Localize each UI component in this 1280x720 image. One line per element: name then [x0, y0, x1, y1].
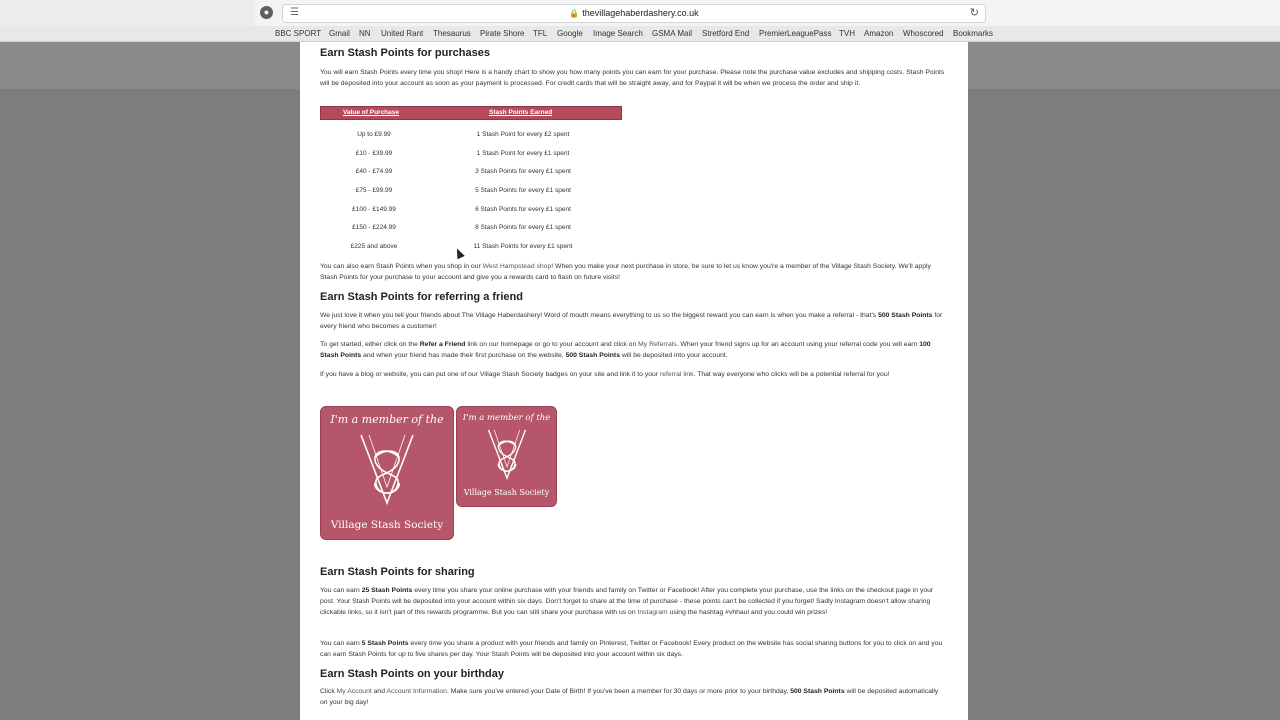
text: To get started, either click on the [320, 341, 420, 348]
bold-points: 500 Stash Points [565, 352, 620, 360]
cell-value: £225 and above [350, 243, 398, 250]
cell-value: £100 - £149.99 [352, 206, 396, 213]
cell-value: £10 - £39.99 [355, 150, 393, 157]
bold-points: 25 Stash Points [361, 587, 413, 594]
bold-points: 5 Stash Points [361, 640, 409, 647]
table-row [320, 222, 620, 234]
cell-value: Up to £9.99 [357, 131, 391, 138]
text: You can earn [320, 587, 362, 594]
text: link on our homepage or go to your account and click on [465, 341, 639, 348]
cell-points: 6 Stash Points for every £1 spent [475, 206, 571, 213]
sharing-heading: Earn Stash Points for sharing [320, 566, 475, 578]
birthday-paragraph [320, 686, 946, 708]
bookmark-stretford-end[interactable]: Stretford End [702, 29, 750, 38]
table-row [320, 204, 620, 216]
cell-points: 5 Stash Points for every £1 spent [475, 187, 571, 194]
cell-points: 8 Stash Points for every £1 spent [475, 224, 571, 231]
table-row [320, 185, 620, 197]
vss-monogram-icon [355, 431, 419, 507]
cell-points: 3 Stash Points for every £1 spent [475, 168, 571, 175]
vss-monogram-icon [484, 427, 530, 481]
table-row [320, 148, 620, 160]
purchases-heading: Earn Stash Points for purchases [320, 47, 490, 59]
badge-top-text: I'm a member of the [462, 413, 551, 423]
bold-points: 100 Stash Points [320, 341, 931, 360]
web-page[interactable] [300, 42, 968, 720]
text: every time you share your online purchase with your friends and family on Twitter or Facebook! After you complete your purchase, use the links on the checkout page in your post. Your Stash Points will be deposited into your account within six days. Don't forget to share at the time of purchase - these points can't be collected if you forget! Sadly Instagram doesn't allow sharing clickable links, so it isn't part of this rewards programme. But you can still share your purchase with us on [320, 587, 934, 617]
text: If you have a blog or website, you can put one of our Village Stash Society badges on your site and link it to your [320, 371, 660, 378]
west-hampstead-link[interactable]: West Hampstead shop [482, 263, 552, 270]
header-stash-points-earned: Stash Points Earned [489, 109, 553, 116]
refer-a-friend-text: Refer a Friend [419, 341, 466, 348]
text: . Make sure you've entered your Date of Birth! If you've been a member for 30 days or more prior to your birthday, [446, 688, 791, 695]
account-information-link[interactable]: Account Information [386, 688, 447, 695]
text: . That way everyone who clicks will be a potential referral for you! [693, 371, 890, 378]
badge-bottom-text: Village Stash Society [330, 519, 444, 531]
text: and [371, 688, 387, 695]
cell-value: £75 - £99.99 [355, 187, 393, 194]
privacy-icon[interactable]: ● [260, 6, 273, 19]
header-value-of-purchase: Value of Purchase [343, 109, 399, 116]
text: You can earn [320, 640, 362, 647]
cell-points: 1 Stash Point for every £1 spent [476, 150, 570, 157]
text: using the hashtag #vhhaul and you could win prizes! [667, 609, 828, 617]
reload-icon[interactable]: ↻ [969, 7, 979, 19]
badge-bottom-text: Village Stash Society [463, 488, 550, 497]
bookmark-gmail[interactable]: Gmail [329, 29, 350, 38]
bookmark-pirate-shore[interactable]: Pirate Shore [480, 29, 525, 38]
text: Click [320, 688, 337, 695]
bold-points: 500 Stash Points [790, 688, 845, 695]
my-account-link[interactable]: My Account [336, 688, 372, 695]
birthday-heading: Earn Stash Points on your birthday [320, 668, 504, 680]
instore-text: You can also earn Stash Points when you shop in our [320, 263, 483, 270]
bookmark-amazon[interactable]: Amazon [864, 29, 894, 38]
instore-text-2: ! When you make your next purchase in store, be sure to let us know you're a member of the Village Stash Society. We'll apply Stash Points for your purchase to your account and give you a rewards card to flash on future visits! [320, 263, 931, 282]
badge-small[interactable] [456, 406, 557, 507]
cell-value: £40 - £74.99 [355, 168, 393, 175]
sharing-paragraph-2 [320, 638, 946, 660]
instagram-link[interactable]: Instagram [637, 609, 668, 617]
text: will be deposited into your account. [619, 352, 728, 360]
bold-points: 500 Stash Points [878, 312, 933, 319]
bookmark-nn[interactable]: NN [359, 29, 371, 38]
text: and when your friend has made their first purchase on the website, [361, 352, 566, 360]
bookmark-whoscored[interactable]: Whoscored [903, 29, 944, 38]
bookmark-image-search[interactable]: Image Search [593, 29, 643, 38]
referral-paragraph-1 [320, 310, 946, 332]
purchases-intro: You will earn Stash Points every time you shop! Here is a handy chart to show you how many points you can earn for your purchase. Please note the purchase value excludes and shipping costs. Stash Points will be deposited into your account as soon as your payment is processed. For credit cards that will be straight away, and for Paypal it will be when we process the order and ship it. [320, 69, 945, 88]
reader-view-icon[interactable]: ☰ [290, 7, 299, 18]
url-text[interactable]: thevillagehaberdashery.co.uk [582, 8, 699, 18]
cell-points: 1 Stash Point for every £2 spent [476, 131, 570, 138]
bookmark-bookmarks[interactable]: Bookmarks [953, 29, 994, 38]
bookmark-tvh[interactable]: TVH [839, 29, 855, 38]
badge-top-text: I'm a member of the [330, 413, 444, 426]
text: for every friend who becomes a customer! [320, 312, 943, 331]
address-bar[interactable] [282, 4, 986, 23]
referral-heading: Earn Stash Points for referring a friend [320, 291, 523, 303]
text: We just love it when you tell your friends about The Village Haberdashery! Word of mouth means everything to us so the biggest reward you can earn is when you make a referral - that's [320, 312, 879, 319]
bookmark-gsma-mail[interactable]: GSMA Mail [652, 29, 693, 38]
cell-points: 11 Stash Points for every £1 spent [473, 243, 573, 250]
bookmark-united-rant[interactable]: United Rant [381, 29, 424, 38]
referral-link[interactable]: referral link [659, 371, 694, 378]
bookmark-tfl[interactable]: TFL [533, 29, 548, 38]
text: every time you share a product with your friends and family on Pinterest, Twitter or Facebook! Every product on the website has social sharing buttons for you to click on and you can earn Stash Points for up to five shares per day. Your Stash Points will be deposited into your account within six days. [320, 640, 943, 659]
bookmark-thesaurus[interactable]: Thesaurus [433, 29, 471, 38]
table-row [320, 129, 620, 141]
cell-value: £150 - £224.99 [352, 224, 396, 231]
referral-paragraph-3 [320, 369, 946, 380]
badge-large[interactable] [320, 406, 454, 540]
browser-toolbar [0, 0, 1280, 26]
bookmark-premier-league-pass[interactable]: PremierLeaguePass [759, 29, 832, 38]
text: will be deposited automatically on your big day! [320, 688, 939, 707]
referral-paragraph-2 [320, 339, 946, 361]
bookmark-google[interactable]: Google [557, 29, 583, 38]
table-row [320, 166, 620, 178]
lock-icon: 🔒 [569, 9, 580, 18]
bookmarks-bar [0, 26, 1280, 42]
sharing-paragraph-1 [320, 585, 946, 619]
bookmark-bbc-sport[interactable]: BBC SPORT [275, 29, 322, 38]
text: . When your friend signs up for an account using your referral code you will earn [676, 341, 920, 348]
points-table-header [320, 106, 622, 120]
table-row [320, 241, 620, 253]
instore-paragraph [320, 261, 946, 283]
my-referrals-link[interactable]: My Referrals [638, 341, 677, 348]
